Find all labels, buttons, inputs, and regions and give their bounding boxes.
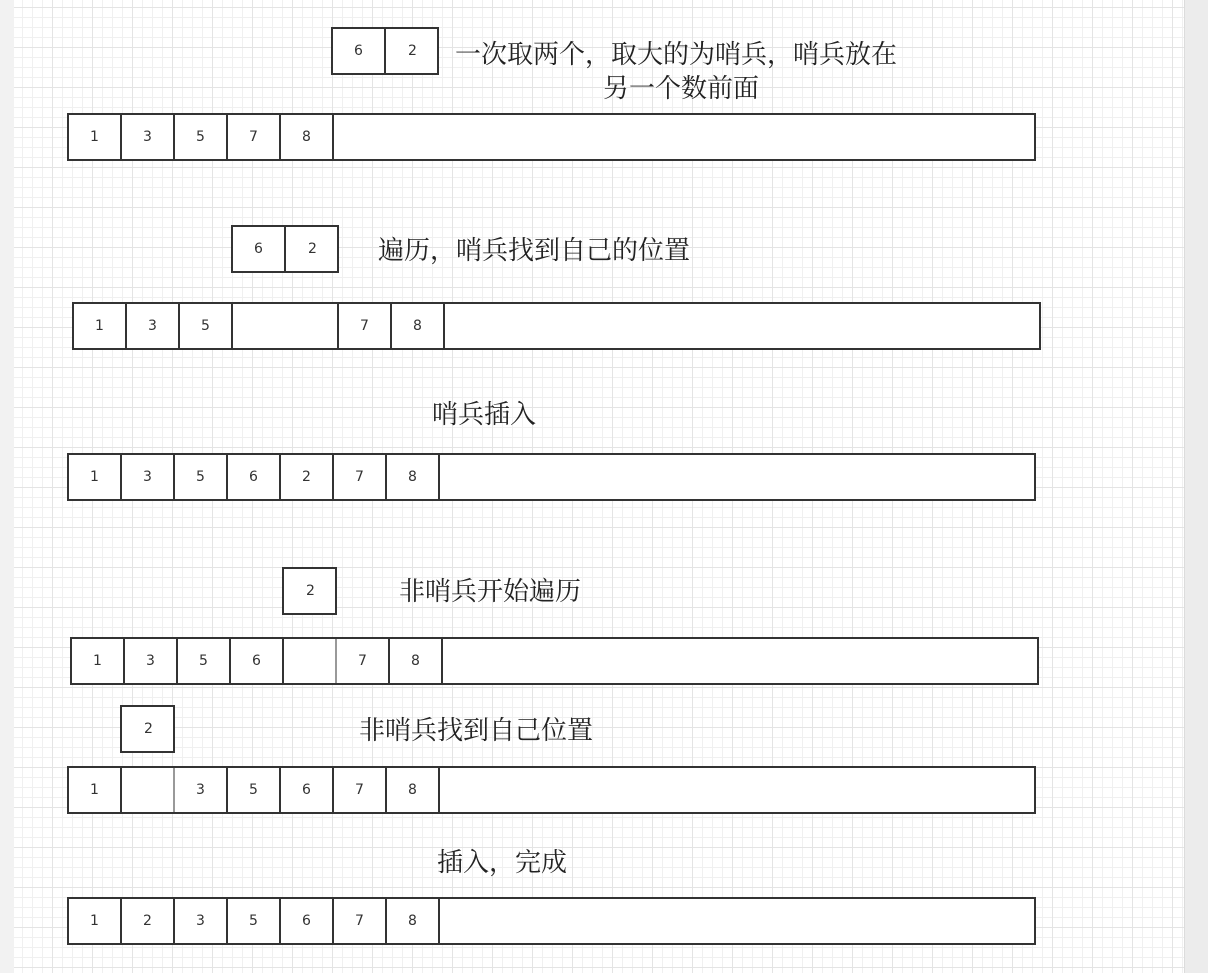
array-cell: 3	[175, 768, 228, 812]
step-caption-3: 哨兵插入	[432, 400, 537, 430]
array-cell: 3	[122, 455, 175, 499]
array-tail	[440, 768, 1034, 812]
array-cell: 5	[180, 304, 233, 348]
array-row-6	[67, 897, 1036, 945]
array-row-4	[70, 637, 1039, 685]
array-cell: 1	[69, 455, 122, 499]
array-gap-cell	[233, 304, 339, 348]
step-caption-5: 非哨兵找到自己位置	[359, 716, 594, 746]
array-cell: 2	[281, 455, 334, 499]
array-tail	[440, 899, 1034, 943]
non-sentinel-cell: 2	[144, 721, 153, 737]
non-sentinel-box-5	[120, 705, 175, 753]
array-row-2	[72, 302, 1041, 350]
array-cell: 1	[69, 899, 122, 943]
array-cell: 8	[387, 899, 440, 943]
array-row-3	[67, 453, 1036, 501]
vertical-scrollbar[interactable]	[1184, 0, 1208, 973]
array-cell: 7	[339, 304, 392, 348]
non-sentinel-cell: 2	[306, 583, 315, 599]
array-cell: 6	[281, 768, 334, 812]
array-cell: 1	[74, 304, 127, 348]
array-cell: 1	[69, 768, 122, 812]
array-cell: 3	[175, 899, 228, 943]
array-cell: 2	[122, 899, 175, 943]
array-row-5	[67, 766, 1036, 814]
array-tail	[443, 639, 1037, 683]
array-cell: 7	[334, 455, 387, 499]
step-caption-1-line-2: 另一个数前面	[603, 74, 760, 104]
array-cell: 3	[127, 304, 180, 348]
array-tail	[440, 455, 1034, 499]
array-tail	[334, 115, 1034, 159]
sentinel-pair-2	[231, 225, 339, 273]
array-cell: 5	[175, 115, 228, 159]
step-caption-4: 非哨兵开始遍历	[399, 577, 582, 607]
array-cell: 8	[390, 639, 443, 683]
array-cell: 3	[125, 639, 178, 683]
array-cell: 6	[228, 455, 281, 499]
array-tail	[445, 304, 1039, 348]
array-cell: 1	[72, 639, 125, 683]
array-cell: 5	[228, 768, 281, 812]
array-cell: 7	[337, 639, 390, 683]
array-cell: 6	[281, 899, 334, 943]
array-empty-cell	[122, 768, 175, 812]
sentinel-cell: 2	[408, 43, 417, 59]
array-cell: 5	[228, 899, 281, 943]
step-caption-2: 遍历，哨兵找到自己的位置	[378, 236, 691, 266]
array-cell: 7	[334, 768, 387, 812]
sentinel-cell: 2	[308, 241, 317, 257]
array-cell: 8	[387, 455, 440, 499]
array-cell: 8	[281, 115, 334, 159]
array-cell: 6	[231, 639, 284, 683]
non-sentinel-box-4	[282, 567, 337, 615]
array-empty-cell	[284, 639, 337, 683]
array-cell: 7	[334, 899, 387, 943]
sentinel-pair-1	[331, 27, 439, 75]
array-cell: 3	[122, 115, 175, 159]
array-cell: 8	[387, 768, 440, 812]
array-cell: 5	[178, 639, 231, 683]
array-cell: 5	[175, 455, 228, 499]
array-row-1	[67, 113, 1036, 161]
step-caption-6: 插入，完成	[437, 848, 568, 878]
sentinel-cell: 6	[333, 29, 386, 73]
step-caption-1-line-1: 一次取两个，取大的为哨兵，哨兵放在	[455, 40, 898, 70]
array-cell: 7	[228, 115, 281, 159]
sentinel-cell: 6	[233, 227, 286, 271]
array-cell: 1	[69, 115, 122, 159]
array-cell: 8	[392, 304, 445, 348]
